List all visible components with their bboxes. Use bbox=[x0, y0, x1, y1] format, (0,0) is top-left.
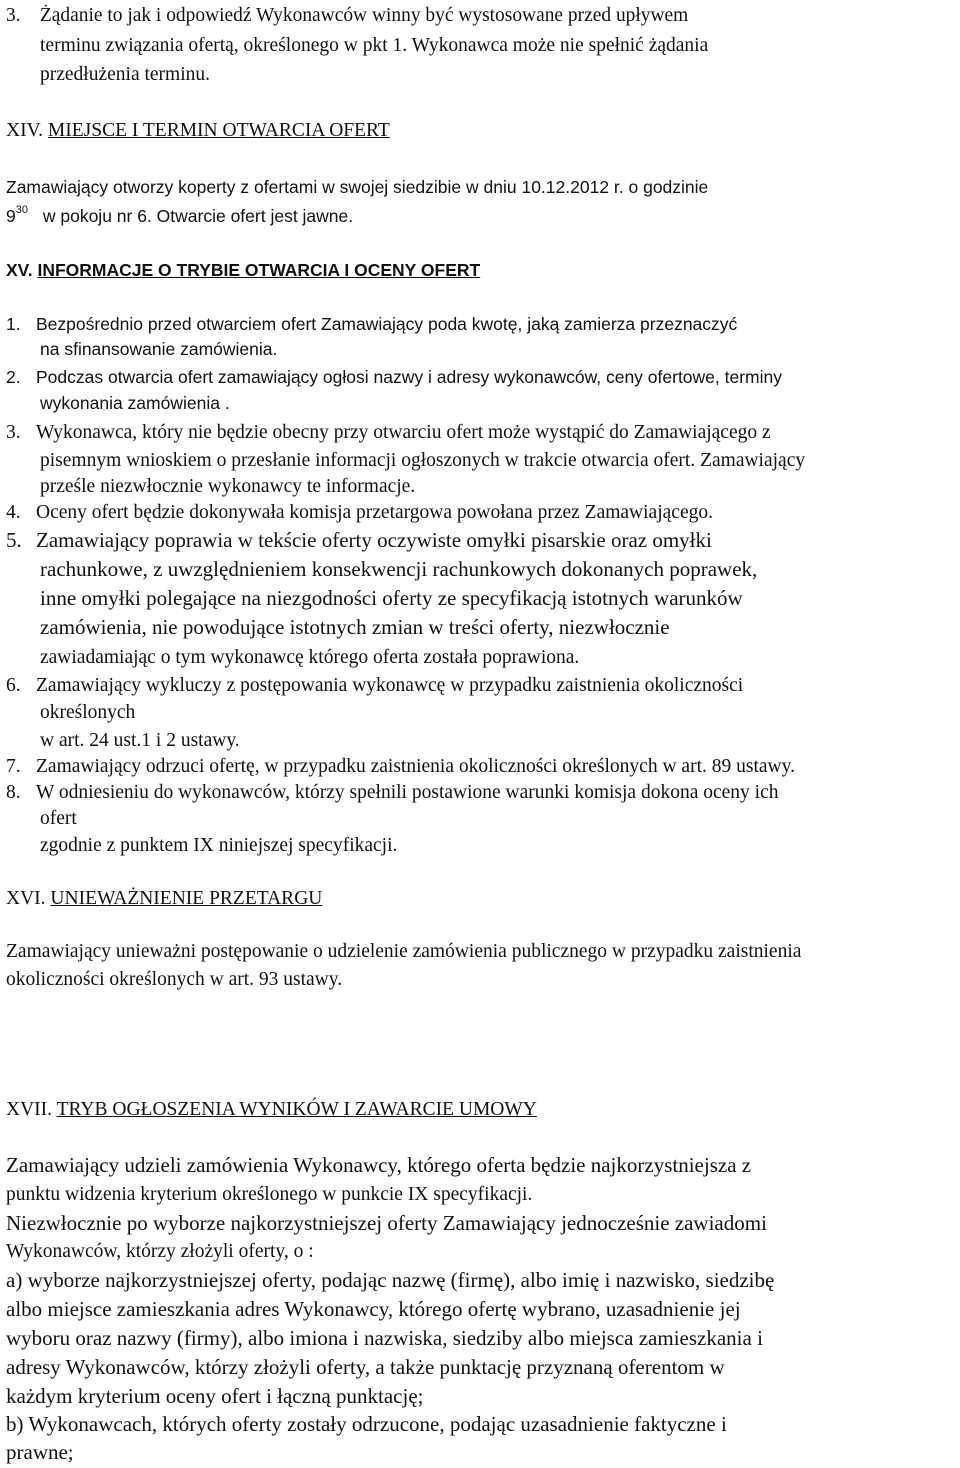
xv-item-1-line-2: na sfinansowanie zamówienia. bbox=[40, 339, 278, 359]
xv-item-4-line-1 bbox=[6, 503, 713, 523]
line-text: W odniesieniu do wykonawców, którzy spełnili postawione warunki komisja dokona oceny ich bbox=[36, 782, 779, 803]
section-xvii-a-line-4: adresy Wykonawców, którzy złożyli oferty, a także punktację przyznaną oferentom w bbox=[6, 1355, 725, 1379]
xv-item-8-line-2: ofert bbox=[40, 808, 77, 829]
section-xiv-para-line-2 bbox=[6, 204, 354, 226]
xv-item-5-line-1 bbox=[6, 530, 712, 551]
item-3-line-2: terminu związania ofertą, określonego w pkt 1. Wykonawca może nie spełnić żądania bbox=[40, 35, 709, 56]
section-xvii-a-line-5: każdym kryterium oceny ofert i łączną punktację; bbox=[6, 1384, 424, 1408]
line-text: w pokoju nr 6. Otwarcie ofert jest jawne. bbox=[42, 206, 354, 226]
xv-item-7-line-1 bbox=[6, 757, 795, 777]
item-number: 3. bbox=[6, 5, 21, 26]
section-xvi-para-line-2: okoliczności określonych w art. 93 ustawy. bbox=[6, 969, 343, 990]
xv-item-3-line-1 bbox=[6, 423, 771, 443]
section-xvii-a-line-2: albo miejsce zamieszkania adres Wykonawcy, którego ofertę wybrano, uzasadnienie jej bbox=[6, 1297, 741, 1321]
section-xiv-heading bbox=[6, 121, 390, 141]
section-number: XIV. bbox=[6, 120, 44, 141]
section-xvii-a-line-1: a) wyborze najkorzystniejszej oferty, podając nazwę (firmę), albo imię i nazwisko, siedzibę bbox=[6, 1268, 775, 1292]
minute-value: 30 bbox=[15, 204, 28, 216]
item-number: 3. bbox=[6, 422, 21, 443]
xv-item-5-line-5: zawiadamiając o tym wykonawcę którego oferta została poprawiona. bbox=[40, 647, 580, 668]
item-number: 7. bbox=[6, 756, 21, 777]
section-number: XVI. bbox=[6, 888, 46, 909]
item-number: 8. bbox=[6, 782, 21, 803]
section-xvii-a-line-3: wyboru oraz nazwy (firmy), albo imiona i nazwiska, siedziby albo miejsca zamieszkania i bbox=[6, 1326, 763, 1350]
line-text-inner: Żądanie to jak i odpowiedź Wykonawców winny być wystosowane przed upływem bbox=[39, 5, 689, 26]
line-text: Zamawiający odrzuci ofertę, w przypadku zaistnienia okoliczności określonych w art. 89 ustawy. bbox=[36, 756, 795, 777]
xv-item-8-line-1 bbox=[6, 783, 778, 803]
section-xvii-b-line-1: b) Wykonawcach, których oferty zostały odrzucone, podając uzasadnienie faktyczne i bbox=[6, 1412, 727, 1436]
xv-item-6-line-3: w art. 24 ust.1 i 2 ustawy. bbox=[40, 730, 240, 751]
section-xvii-heading bbox=[6, 1100, 537, 1120]
section-title: INFORMACJE O TRYBIE OTWARCIA I OCENY OFERT bbox=[37, 260, 481, 280]
section-xvii-b-line-2: prawne; bbox=[6, 1440, 74, 1464]
section-xv-heading bbox=[6, 262, 480, 280]
line-text: Zamawiający poprawia w tekście oferty oczywiste omyłki pisarskie oraz omyłki bbox=[36, 528, 712, 552]
item-3-line-1 bbox=[6, 6, 952, 26]
item-number: 1. bbox=[6, 314, 21, 334]
section-number: XV. bbox=[6, 260, 33, 280]
xv-item-5-line-3: inne omyłki polegające na niezgodności oferty ze specyfikacją istotnych warunków bbox=[40, 586, 743, 610]
item-3-line-3: przedłużenia terminu. bbox=[40, 64, 211, 85]
section-xvi-para-line-1: Zamawiający unieważni postępowanie o udzielenie zamówienia publicznego w przypadku zaistnienia bbox=[6, 941, 802, 962]
item-number: 2. bbox=[6, 367, 21, 387]
section-xvii-p2-line-2: Wykonawców, którzy złożyli oferty, o : bbox=[6, 1241, 314, 1262]
item-number: 6. bbox=[6, 675, 21, 696]
section-xvii-p1-line-2: punktu widzenia kryterium określonego w punkcie IX specyfikacji. bbox=[6, 1184, 533, 1205]
xv-item-6-line-1 bbox=[6, 676, 743, 696]
xv-item-3-line-2: pisemnym wnioskiem o przesłanie informacji ogłoszonych w trakcie otwarcia ofert. Zamawiający bbox=[40, 450, 806, 471]
hour-value: 9 bbox=[6, 206, 16, 226]
section-title: TRYB OGŁOSZENIA WYNIKÓW I ZAWARCIE UMOWY bbox=[56, 1099, 537, 1120]
section-xvii-p1-line-1: Zamawiający udzieli zamówienia Wykonawcy, którego oferta będzie najkorzystniejsza z bbox=[6, 1153, 752, 1177]
xv-item-5-line-2: rachunkowe, z uwzględnieniem konsekwencji rachunkowych dokonanych poprawek, bbox=[40, 557, 758, 581]
section-title: UNIEWAŻNIENIE PRZETARGU bbox=[50, 888, 323, 909]
line-text: Oceny ofert będzie dokonywała komisja przetargowa powołana przez Zamawiającego. bbox=[36, 502, 713, 523]
line-text: Podczas otwarcia ofert zamawiający ogłosi nazwy i adresy wykonawców, ceny ofertowe, terminy bbox=[36, 367, 783, 387]
item-number: 4. bbox=[6, 502, 21, 523]
line-text bbox=[40, 6, 952, 26]
xv-item-6-line-2: określonych bbox=[40, 702, 136, 723]
section-title: MIEJSCE I TERMIN OTWARCIA OFERT bbox=[47, 120, 390, 141]
xv-item-3-line-3: prześle niezwłocznie wykonawcy te informacje. bbox=[40, 476, 416, 497]
item-number: 5. bbox=[6, 528, 22, 552]
line-text: Wykonawca, który nie będzie obecny przy otwarciu ofert może wystąpić do Zamawiającego z bbox=[36, 422, 771, 443]
line-text: Zamawiający wykluczy z postępowania wykonawcę w przypadku zaistnienia okoliczności bbox=[36, 675, 744, 696]
section-xvii-p2-line-1: Niezwłocznie po wyborze najkorzystniejszej oferty Zamawiający jednocześnie zawiadomi bbox=[6, 1211, 767, 1235]
xv-item-2-line-1 bbox=[6, 369, 782, 387]
xv-item-8-line-3: zgodnie z punktem IX niniejszej specyfikacji. bbox=[40, 835, 398, 856]
section-xvi-heading bbox=[6, 889, 322, 909]
xv-item-1-line-1 bbox=[6, 316, 737, 334]
section-number: XVII. bbox=[6, 1099, 53, 1120]
section-xiv-para-line-1: Zamawiający otworzy koperty z ofertami w swojej siedzibie w dniu 10.12.2012 r. o godzinie bbox=[6, 177, 709, 197]
line-text: Bezpośrednio przed otwarciem ofert Zamawiający poda kwotę, jaką zamierza przeznaczyć bbox=[36, 314, 738, 334]
xv-item-5-line-4: zamówienia, nie powodujące istotnych zmian w treści oferty, niezwłocznie bbox=[40, 615, 670, 639]
xv-item-2-line-2: wykonania zamówienia . bbox=[40, 393, 230, 413]
